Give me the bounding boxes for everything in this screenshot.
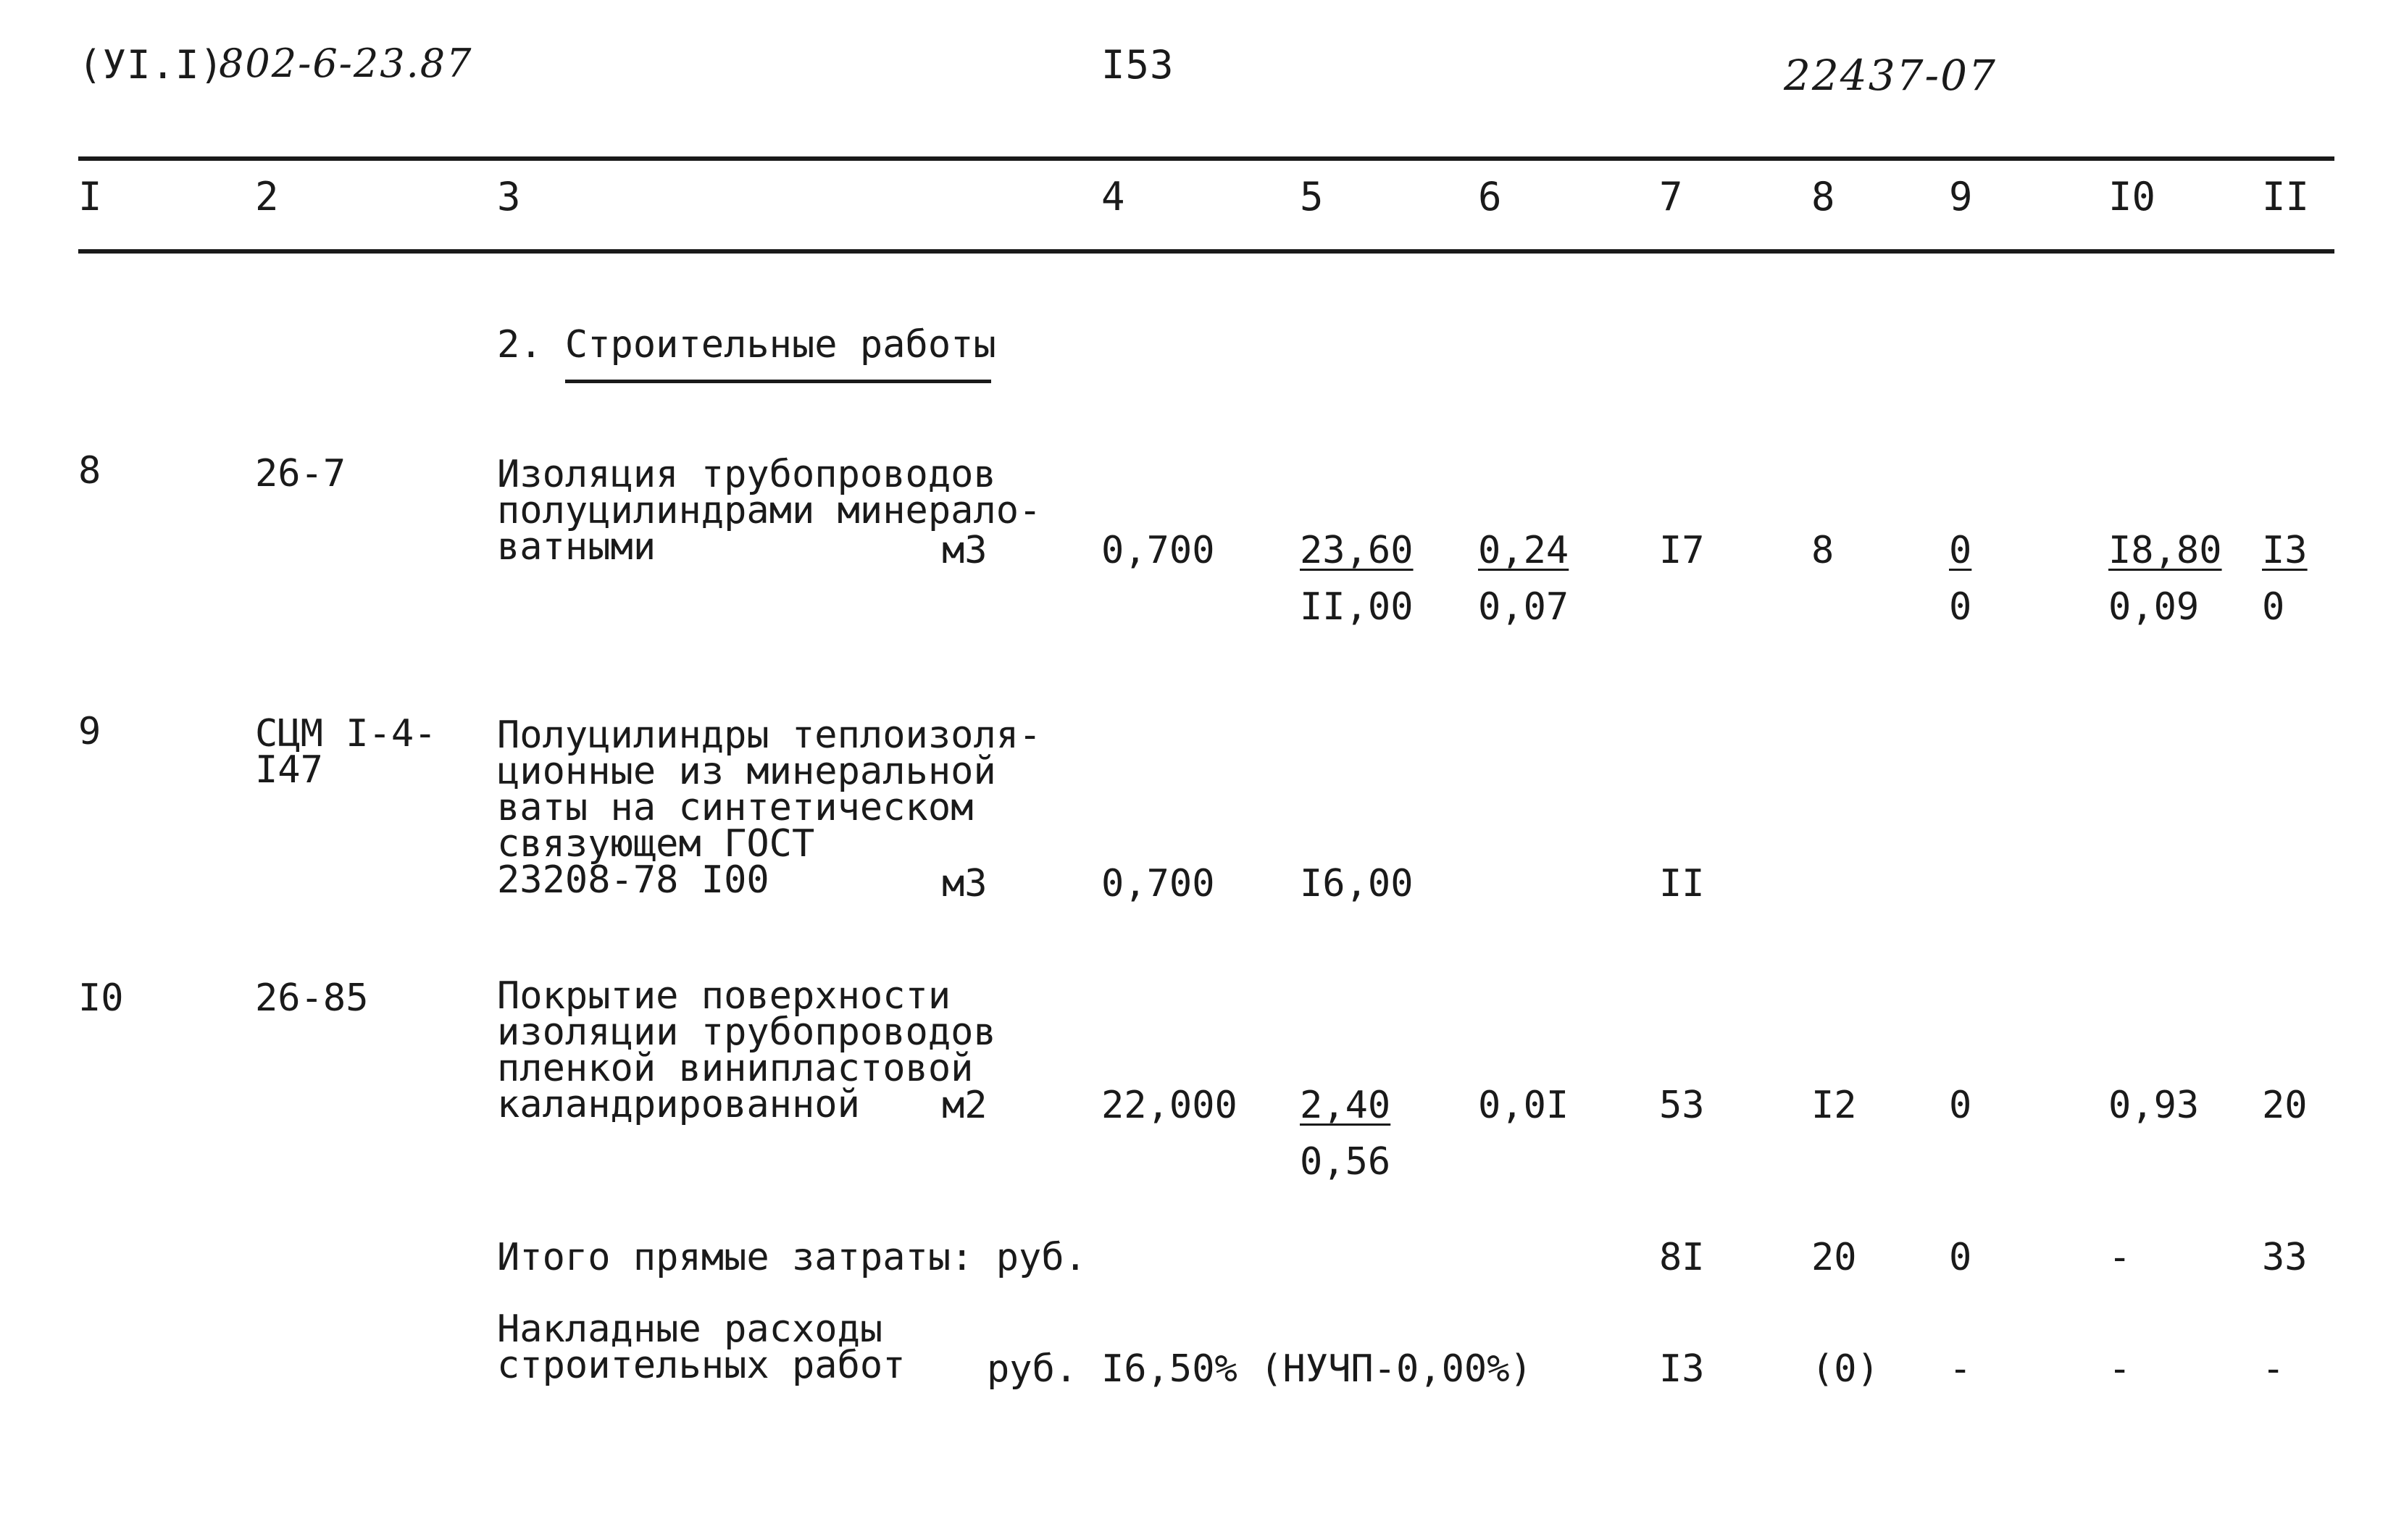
row-9-c7: II — [1659, 862, 1705, 905]
doc-code-prefix: (УI.I) — [78, 42, 225, 88]
doc-code: 802-6-23.87 — [219, 41, 473, 86]
row-10-c8: I2 — [1811, 1084, 1857, 1127]
row-9-code: СЦМ I-4- I47 — [255, 712, 437, 792]
totals-c8: 20 — [1811, 1236, 1857, 1279]
col-num-8: 8 — [1811, 174, 1835, 219]
overhead-c10: - — [2108, 1347, 2132, 1391]
row-8-code: 26-7 — [255, 452, 346, 495]
row-8-c11-top: I3 — [2262, 529, 2308, 572]
totals-c11: 33 — [2262, 1236, 2308, 1279]
row-10-description: Покрытие поверхности изоляции трубопроводов пленкой винипластовой каландрированной — [497, 974, 996, 1126]
row-10-c5-bottom: 0,56 — [1300, 1140, 1391, 1184]
overhead-c8: (0) — [1811, 1347, 1879, 1391]
row-10-c5-top: 2,40 — [1300, 1084, 1391, 1127]
overhead-label: Накладные расходы строительных работ — [497, 1307, 906, 1387]
row-10-unit: м2 — [942, 1084, 988, 1127]
row-9-unit: м3 — [942, 862, 988, 905]
row-9-c5: I6,00 — [1300, 862, 1414, 905]
row-8-quantity: 0,700 — [1101, 529, 1215, 572]
col-num-4: 4 — [1101, 174, 1125, 219]
row-8-c6-top: 0,24 — [1478, 529, 1569, 572]
totals-label: Итого прямые затраты: руб. — [497, 1236, 1087, 1279]
overhead-rate: I6,50% (НУЧП-0,00%) — [1101, 1347, 1532, 1391]
row-8-c5-top: 23,60 — [1300, 529, 1414, 572]
row-10-c6: 0,0I — [1478, 1084, 1569, 1127]
totals-c7: 8I — [1659, 1236, 1705, 1279]
row-8-c9-top: 0 — [1949, 529, 1972, 572]
col-num-3: 3 — [497, 174, 521, 219]
overhead-c9: - — [1949, 1347, 1972, 1391]
row-8-c10-top: I8,80 — [2108, 529, 2222, 572]
totals-c9: 0 — [1949, 1236, 1972, 1279]
col-num-5: 5 — [1300, 174, 1324, 219]
section-title-underline — [565, 380, 991, 383]
row-8-unit: м3 — [942, 529, 988, 572]
overhead-unit: руб. — [987, 1347, 1078, 1391]
row-10-code: 26-85 — [255, 976, 369, 1020]
overhead-c7: I3 — [1659, 1347, 1705, 1391]
row-8-c7: I7 — [1659, 529, 1705, 572]
row-8-c5-bottom: II,00 — [1300, 585, 1414, 629]
row-10-quantity: 22,000 — [1101, 1084, 1237, 1127]
row-8-pos: 8 — [78, 449, 101, 493]
col-num-11: II — [2262, 174, 2310, 219]
stamp-number: 22437-07 — [1784, 51, 1997, 100]
row-10-c10: 0,93 — [2108, 1084, 2200, 1127]
col-num-1: I — [78, 174, 102, 219]
col-num-2: 2 — [255, 174, 279, 219]
totals-c10: - — [2108, 1236, 2132, 1279]
header-bottom-rule — [78, 249, 2334, 254]
row-8-description: Изоляция трубопроводов полуцилиндрами минерало- ватными — [497, 453, 1042, 569]
col-num-7: 7 — [1659, 174, 1683, 219]
row-8-c8: 8 — [1811, 529, 1834, 572]
row-9-quantity: 0,700 — [1101, 862, 1215, 905]
row-8-c11-bottom: 0 — [2262, 585, 2285, 629]
row-9-pos: 9 — [78, 710, 101, 753]
page-number: I53 — [1101, 42, 1174, 88]
col-num-10: I0 — [2108, 174, 2156, 219]
col-num-6: 6 — [1478, 174, 1502, 219]
row-10-pos: I0 — [78, 976, 124, 1020]
row-9-description: Полуцилиндры теплоизоля- ционные из минеральной ваты на синтетическом связующем ГОСТ 23208-78 I00 — [497, 713, 1042, 902]
header-top-rule — [78, 156, 2334, 161]
row-10-c9: 0 — [1949, 1084, 1972, 1127]
col-num-9: 9 — [1949, 174, 1973, 219]
row-8-c10-bottom: 0,09 — [2108, 585, 2200, 629]
row-8-c9-bottom: 0 — [1949, 585, 1972, 629]
row-8-c6-bottom: 0,07 — [1478, 585, 1569, 629]
row-10-c11: 20 — [2262, 1084, 2308, 1127]
row-10-c7: 53 — [1659, 1084, 1705, 1127]
overhead-c11: - — [2262, 1347, 2285, 1391]
section-title: 2. Строительные работы — [497, 323, 996, 367]
